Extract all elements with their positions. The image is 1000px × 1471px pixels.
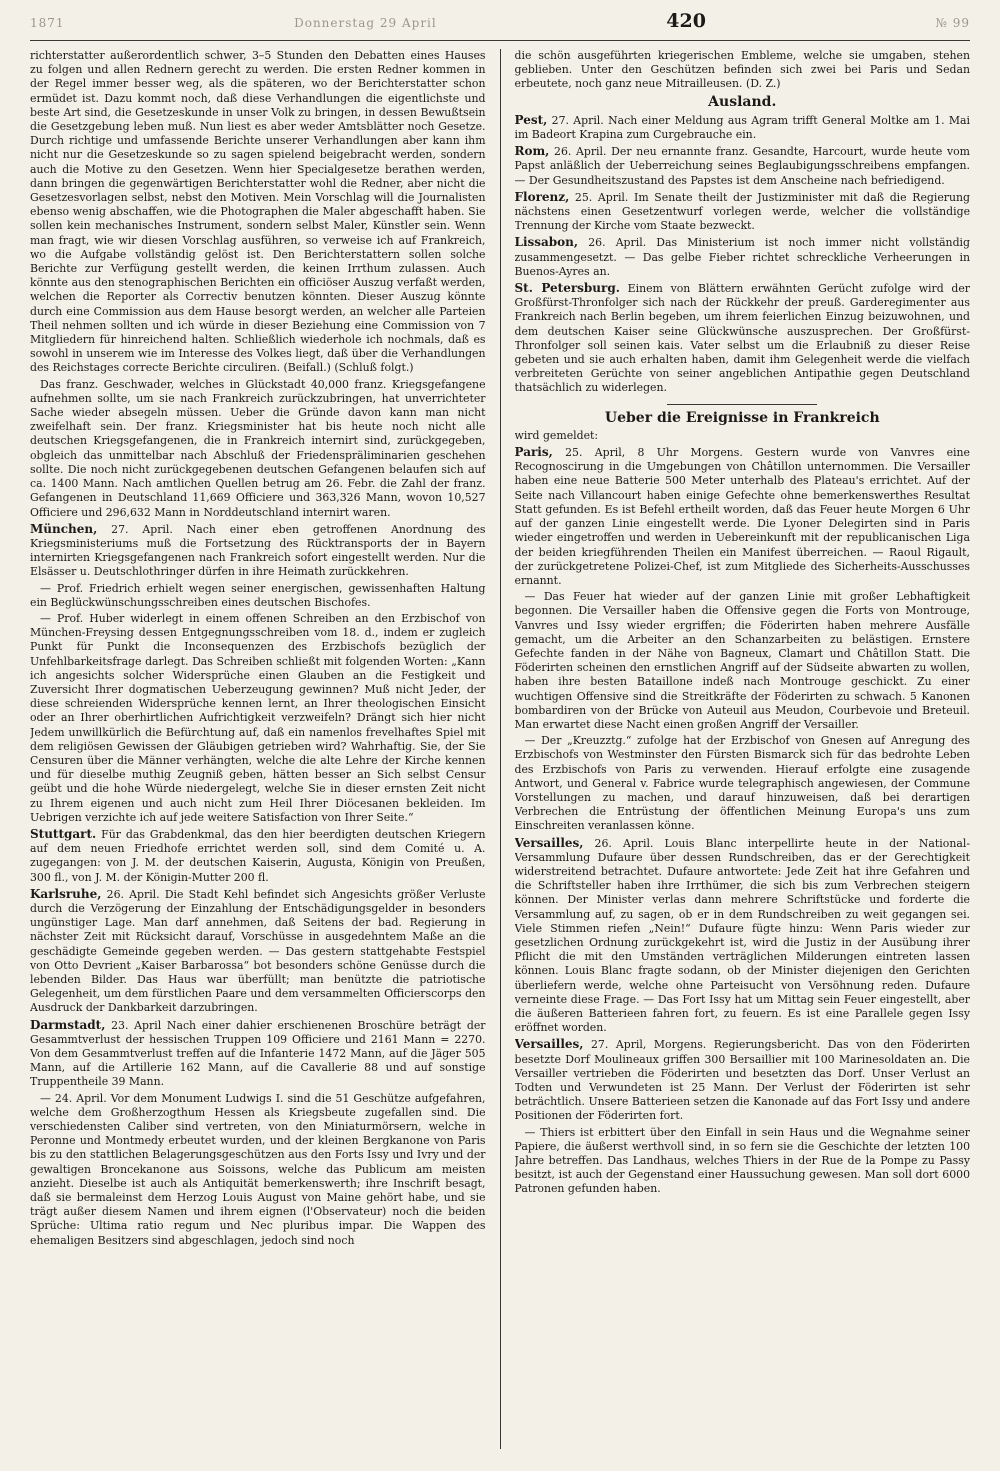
article-text: 27. April. Nach einer Meldung aus Agram trifft General Moltke am 1. Mai im Badeort Krapina zum Curgebrauche ein.	[514, 113, 971, 142]
dateline: Versailles,	[514, 1037, 584, 1052]
news-item	[30, 1018, 486, 1090]
news-item	[515, 190, 971, 234]
dateline: Rom,	[514, 144, 550, 159]
header-year: 1871	[30, 16, 65, 30]
article-text: richterstatter außerordentlich schwer, 3–5 Stunden den Debatten eines Hauses zu folgen und allen Rednern gerecht zu werden. Die ersten Redner kommen in der Regel immer besser weg, als die späteren, wo der Berichterstatter schon ermüdet ist. Dazu kommt noch, daß diese Verhandlungen die eigentlichste und beste Art sind, die Gesetzeskunde in unser Volk zu bringen, in dessen Bewußtsein die Gesetzgebung leben muß. Nun liest es aber weder Amtsblätter noch Gesetze. Durch richtige und umfassende Berichte unserer Verhandlungen aber kann ihm nicht nur die Gesetzeskunde so zu sagen spielend beigebracht werden, sondern auch die Motive zu den Gesetzen. Wenn hier Specialgesetze berathen werden, dann bringen die gegenwärtigen Berichterstatter wohl die Redner, aber nicht die Gesetzesvorlagen selbst, nebst den Motiven. Mein Vorschlag will die Journalisten ebenso wenig abschaffen, wie die Photographen die Maler abgeschafft haben. Sie sollen kein mechanisches Instrument, sondern selbst Maler, Künstler sein. Wenn man fragt, wie wir diesen Vorschlag ausführen, so verweise ich auf Frankreich, wo die Aufgabe vollständig gelöst ist. Den Berichterstattern sollen solche Berichte zur Verfügung gestellt werden, die keinen Irrthum zulassen. Auch könnte aus den stenographischen Berichten ein officiöser Auszug verfaßt werden, welchen die Reporter als Correctiv benutzen könnten. Dieser Auszug könnte durch eine Commission aus dem Hause besorgt werden, an welcher alle Parteien Theil nehmen sollten und ich würde in dieser Beziehung eine Commission von 7 Mitgliedern für hinreichend halten. Schließlich wiederhole ich nochmals, daß es sowohl in unserem wie im Interesse des Volkes liegt, daß über die Verhandlungen des Reichstages correcte Berichte circuliren. (Beifall.) (Schluß folgt.)	[30, 49, 486, 375]
right-column	[515, 49, 971, 1449]
article-text: die schön ausgeführten kriegerischen Embleme, welche sie umgaben, stehen geblieben. Unter den Geschützen befinden sich zwei bei Paris und Sedan erbeutete, noch ganz neue Mitrailleusen. (D. Z.)	[514, 49, 971, 91]
article-text: Einem von Blättern erwähnten Gerücht zufolge wird der Großfürst-Thronfolger sich nach der Rückkehr der preuß. Garderegimenter aus Frankreich nach Berlin begeben, um ihrem feierlichen Einzug beizuwohnen, und dem deutschen Kaiser seine Glückwünsche auszusprechen. Der Großfürst-Thronfolger soll seinen kais. Vater selbst um die Erlaubniß zu dieser Reise gebeten und sie auch erhalten haben, damit ihm Gelegenheit werde die vielfach verbreiteten Gerüchte von seiner angeblichen Antipathie gegen Deutschland thatsächlich zu widerlegen.	[514, 282, 971, 395]
news-item	[515, 281, 971, 396]
dateline: Karlsruhe,	[30, 886, 102, 901]
dateline: St. Petersburg.	[514, 281, 620, 296]
section-heading-ausland: Ausland.	[708, 93, 777, 110]
news-item	[30, 887, 486, 1016]
news-item	[515, 144, 971, 188]
article-text: — Das Feuer hat wieder auf der ganzen Linie mit großer Lebhaftigkeit begonnen. Die Versailler haben die Offensive gegen die Forts von Montrouge, Vanvres und Issy wieder ergriffen; die Föderirten haben mehrere Ausfälle gemacht, um die Arbeiter an den Schanzarbeiten zu belästigen. Ernstere Gefechte fanden in der Nähe von Bagneux, Clamart und Châtillon Statt. Die Föderirten scheinen den ernstlichen Angriff auf der Südseite abwarten zu wollen, haben ihre besten Bataillone indeß nach Montrouge geschickt. Zu einer wuchtigen Offensive sind die Streitkräfte der Föderirten zu schwach. 5 Kanonen bombardiren von der Brücke von Auteuil aus Meudon, Courbevoie und Breteuil. Man erwartet diese Nacht einen großen Angriff der Versailler.	[514, 590, 971, 731]
columns	[30, 49, 970, 1449]
dateline: Florenz,	[514, 189, 570, 204]
section-heading-frankreich: Ueber die Ereignisse in Frankreich	[604, 409, 880, 426]
article-text: 27. April. Nach einer eben getroffenen Anordnung des Kriegsministeriums muß die Fortsetzung des Rücktransports der in Bayern internirten Kriegsgefangenen nach Frankreich sofort eingestellt werden. Nur die Elsässer u. Deutschlothringer dürfen in ihre Heimath zurückkehren.	[30, 522, 486, 579]
article-text: Für das Grabdenkmal, das den hier beerdigten deutschen Kriegern auf dem neuen Friedhofe errichtet werden soll, sind dem Comité u. A. zugegangen: von J. M. der deutschen Kaiserin, Augusta, Königin von Preußen, 300 fl., von J. M. der Königin-Mutter 200 fl.	[30, 827, 486, 884]
column-divider	[500, 49, 501, 1449]
article-text: 25. April. Im Senate theilt der Justizminister mit daß die Regierung nächstens einen Gesetzentwurf vorlegen werde, welcher die vollständige Trennung der Kirche vom Staate bezweckt.	[514, 190, 971, 233]
article-text: — Thiers ist erbittert über den Einfall in sein Haus und die Wegnahme seiner Papiere, die äußerst werthvoll sind, in so fern sie die Geschichte der letzten 100 Jahre betreffen. Das Landhaus, welches Thiers in der Rue de la Pompe zu Passy besitzt, ist auch der Gegenstand einer Haussuchung gewesen. Man soll dort 6000 Patronen gefunden haben.	[514, 1125, 971, 1196]
dateline: München,	[30, 521, 98, 536]
news-item	[30, 522, 486, 580]
article-text: 26. April. Der neu ernannte franz. Gesandte, Harcourt, wurde heute vom Papst anläßlich der Ueberreichung seines Beglaubigungsschreibens empfangen. — Der Gesundheitszustand des Papstes ist dem Anscheine nach befriedigend.	[514, 145, 971, 187]
article-text: 26. April. Louis Blanc interpellirte heute in der National-Versammlung Dufaure über dessen Rundschreiben, das er der Gerechtigkeit widerstreitend betrachtet. Dufaure antwortete: Jede Zeit hat ihre Gefahren und die Schriftsteller haben ihre Irrthümer, die sich bis zum Verbrechen steigern können. Der Minister verlas dann mehrere Schriftstücke und forderte die Versammlung auf, zu sagen, ob er in dem Rundschreiben zu weit gegangen sei. Viele Stimmen riefen „Nein!“ Dufaure fügte hinzu: Wenn Paris wieder zur gesetzlichen Ordnung zurückgekehrt ist, wird die Justiz in der Ausübung ihrer Pflicht die mit den Umständen verträglichen Milderungen eintreten lassen können. Louis Blanc fragte sodann, ob der Minister diejenigen den Gerichten überliefern werde, welche ohne Parteisucht von Versöhnung reden. Dufaure verneinte diese Frage. — Das Fort Issy hat um Mittag sein Feuer eingestellt, aber die äußeren Batterieen fahren fort, zu feuern. Es ist eine Parallele gegen Issy eröffnet worden.	[514, 836, 971, 1035]
article-text: Das franz. Geschwader, welches in Glückstadt 40,000 franz. Kriegsgefangene aufnehmen sollte, um sie nach Frankreich zurückzubringen, hat unverrichteter Sache wieder absegeln müssen. Ueber die Gründe davon kann man nicht zweifelhaft sein. Der franz. Kriegsminister hat bis heute noch nicht alle deutschen Kriegsgefangenen, die in Frankreich internirt sind, zurückgegeben, obgleich das unmittelbar nach Abschluß der Friedenspräliminarien geschehen sollte. Die noch nicht zurückgegebenen deutschen Gefangenen belaufen sich auf ca. 1400 Mann. Nach amtlichen Quellen betrug am 26. Febr. die Zahl der franz. Gefangenen in Deutschland 11,669 Officiere und 363,326 Mann, wovon 10,527 Officiere und 296,632 Mann in Norddeutschland internirt waren.	[30, 377, 486, 519]
dateline: Pest,	[514, 112, 548, 127]
article-text: 25. April, 8 Uhr Morgens. Gestern wurde von Vanvres eine Recognoscirung in die Umgebungen von Châtillon unternommen. Die Versailler haben eine neue Batterie 500 Meter unterhalb des Plateau's errichtet. Auf der Seite nach Villancourt haben einige Gefechte ohne bemerkenswerthes Resultat Statt gefunden. Es ist Befehl ertheilt worden, daß das Feuer heute Morgen 6 Uhr auf der ganzen Linie eingestellt werde. Die Lyoner Delegirten sind in Paris wieder eingetroffen und werden in Uebereinkunft mit der republicanischen Liga der beiden kriegführenden Theilen ein Manifest überreichen. — Raoul Rigault, der zurückgetretene Polizei-Chef, ist zum Mitgliede des Sicherheits-Ausschusses ernannt.	[514, 446, 971, 587]
page-header	[30, 10, 970, 41]
article-text: — 24. April. Vor dem Monument Ludwigs I. sind die 51 Geschütze aufgefahren, welche dem Großherzogthum Hessen als Kriegsbeute zugefallen sind. Die verschiedensten Caliber sind vertreten, von den Miniaturmörsern, welche in Peronne und Montmedy erbeutet wurden, und der kleinen Bergkanone von Paris bis zu den stattlichen Belagerungsgeschützen aus den Forts Issy und Ivry und der gewaltigen Broncekanone aus Soissons, welche das Publicum am meisten anzieht. Dieselbe ist auch als Antiquität bemerkenswerth; ihre Inschrift besagt, daß sie bermaleinst dem Herzog Louis August von Maine gehört habe, und sie trägt außer diesem Namen und ihrem eignen (l'Observateur) noch die beiden Sprüche: Ultima ratio regum und Nec pluribus impar. Die Wappen des ehemaligen Besitzers sind abgeschlagen, jedoch sind noch	[30, 1091, 486, 1247]
article-text: 23. April Nach einer dahier erschienenen Broschüre beträgt der Gesammtverlust der hessischen Truppen 109 Officiere und 2161 Mann = 2270. Von dem Gesammtverlust treffen auf die Infanterie 1472 Mann, auf die Jäger 505 Mann, auf die Artillerie 162 Mann, auf die Cavallerie 88 und auf sonstige Truppentheile 39 Mann.	[30, 1018, 486, 1089]
header-issue: № 99	[935, 16, 970, 30]
dateline: Lissabon,	[514, 235, 579, 250]
section-subheading: wird gemeldet:	[514, 428, 599, 442]
header-date: Donnerstag 29 April	[294, 16, 437, 30]
news-item	[515, 113, 971, 142]
article-text: 26. April. Das Ministerium ist noch immer nicht vollständig zusammengesetzt. — Das gelbe Fieber richtet schreckliche Verheerungen in Buenos-Ayres an.	[514, 236, 971, 278]
section-divider	[667, 404, 817, 405]
dateline: Versailles,	[514, 835, 584, 850]
dateline: Stuttgart.	[30, 826, 97, 841]
news-item	[515, 836, 971, 1036]
dateline: Paris,	[514, 445, 553, 460]
news-item	[515, 445, 971, 588]
article-text: — Der „Kreuzztg.“ zufolge hat der Erzbischof von Gnesen auf Anregung des Erzbischofs von Westminster den Fürsten Bismarck sich für das bedrohte Leben des Erzbischofs von Paris zu verwenden. Hierauf erfolgte eine zusagende Antwort, und General v. Fabrice wurde telegraphisch angewiesen, der Commune Vorstellungen zu machen, und darauf hinzuweisen, daß bei derartigen Verbrechen die Entrüstung der öffentlichen Meinung Europa's uns zum Einschreiten veranlassen könne.	[514, 734, 971, 833]
page-number: 420	[666, 10, 706, 32]
article-text: — Prof. Friedrich erhielt wegen seiner energischen, gewissenhaften Haltung ein Beglückwünschungsschreiben eines deutschen Bischofes.	[30, 581, 486, 609]
article-text: 26. April. Die Stadt Kehl befindet sich Angesichts größer Verluste durch die Verzögerung der Einzahlung der Entschädigungsgelder in besonders ungünstiger Lage. Man darf annehmen, daß Seitens der bad. Regierung in nächster Zeit mit Rücksicht darauf, Vorschüsse in ausgedehntem Maße an die geschädigte Gemeinde gegeben werden. — Das gestern stattgehabte Festspiel von Otto Devrient „Kaiser Barbarossa“ bot besonders schöne Genüsse durch die lebenden Bilder. Das Haus war überfüllt; man benützte die patriotische Gelegenheit, um dem fürstlichen Paare und dem versammelten Officierscorps den Ausdruck der Dankbarkeit darzubringen.	[30, 887, 486, 1015]
news-item	[515, 235, 971, 279]
left-column	[30, 49, 486, 1449]
article-text: — Prof. Huber widerlegt in einem offenen Schreiben an den Erzbischof von München-Freysing dessen Entgegnungsschreiben vom 18. d., indem er zugleich Punkt für Punkt die Inconsequenzen des Erzbischofs bezüglich der Unfehlbarkeitsfrage darlegt. Das Schreiben schließt mit folgenden Worten: „Kann ich angesichts solcher Widersprüche einen Glauben an die Festigkeit und Zuversicht Ihrer dogmatischen Ueberzeugung gewinnen? Muß nicht Jeder, der diese schreienden Widersprüche kennen lernt, an Ihrer theologischen Einsicht oder an Ihrer oberhirtlichen Aufrichtigkeit verzweifeln? Drängt sich hier nicht Jedem unwillkürlich die Befürchtung auf, daß ein namenlos frevelhaftes Spiel mit dem religiösen Gewissen der Gläubigen getrieben wird? Wahrhaftig. Sie, der Sie Censuren über die Männer verhängten, welche die alte Lehre der Kirche kennen und für dieselbe muthig Zeugniß geben, hätten besser an Sich selbst Censur geübt und die hohe Würde niedergelegt, welche Sie in dieser ernsten Zeit nicht zu Ihrem eigenen und auch nicht zum Heil Ihrer Diöcesanen bekleiden. Im Uebrigen verzichte ich auf jede weitere Satisfaction von Ihrer Seite.“	[30, 611, 486, 824]
dateline: Darmstadt,	[30, 1017, 106, 1032]
news-item	[30, 827, 486, 885]
news-item	[515, 1037, 971, 1123]
article-text: 27. April, Morgens. Regierungsbericht. Das von den Föderirten besetzte Dorf Moulineaux griffen 300 Bersaillier mit 100 Marinesoldaten an. Die Versailler vertrieben die Föderirten und besetzten das Dorf. Unser Verlust an Todten und Verwundeten ist 25 Mann. Der Verlust der Föderirten ist sehr beträchtlich. Unsere Batterieen setzen die Kanonade auf das Fort Issy und andere Positionen der Föderirten fort.	[514, 1038, 971, 1123]
